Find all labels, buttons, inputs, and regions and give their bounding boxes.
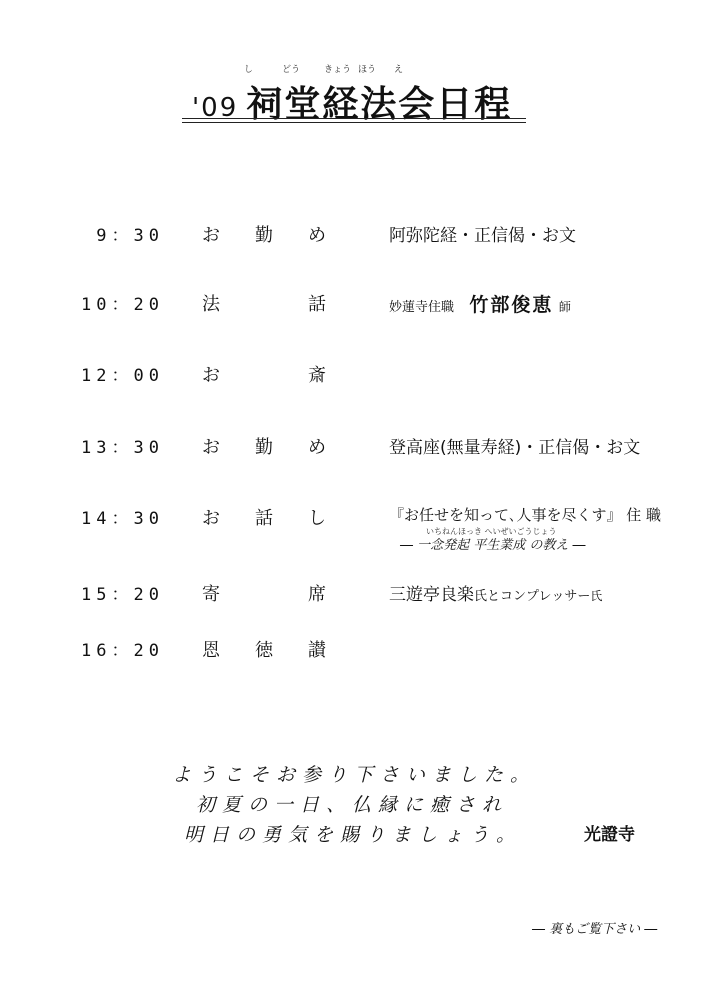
- event-char: 席: [308, 584, 326, 605]
- event-char: 斎: [308, 365, 326, 386]
- title-ruby: [182, 62, 526, 76]
- event-char: 勤: [255, 225, 273, 246]
- event-char: 話: [255, 508, 273, 529]
- event-char: 勤: [255, 437, 273, 458]
- schedule-detail: 阿弥陀経・正信偈・お文: [389, 226, 576, 246]
- schedule-row: [0, 221, 706, 261]
- title-ruby-hou: ほう: [358, 65, 377, 75]
- speaker-affiliation: 妙蓮寺住職: [389, 300, 455, 315]
- title-ruby-dou: どう: [282, 65, 301, 75]
- title-underline-1: [182, 118, 526, 119]
- title-main: 祠堂経法会日程: [246, 84, 513, 125]
- event-char: お: [202, 437, 220, 458]
- footer-note: ― 裏もご覧下さい ―: [532, 922, 658, 937]
- sub-ruby: いちねんほっき へいぜいごうじょう: [426, 527, 557, 536]
- message-line-3: 明日の勇気を賜りましょう。: [184, 824, 523, 846]
- schedule-time: 10：20: [81, 295, 164, 315]
- title-ruby-kyou: きょう: [324, 65, 352, 75]
- schedule-detail: [389, 290, 571, 317]
- event-char: め: [308, 437, 326, 458]
- page-title: [192, 76, 512, 127]
- schedule-row: [0, 433, 706, 473]
- schedule-row: [0, 580, 706, 620]
- event-char: 話: [308, 294, 326, 315]
- event-char: 讃: [308, 640, 326, 661]
- event-char: 法: [202, 294, 220, 315]
- speaker-name: 竹部俊恵: [469, 294, 554, 316]
- title-year: '09: [192, 93, 239, 123]
- performer-honorific: 氏: [590, 589, 603, 603]
- title-ruby-shi: し: [244, 65, 254, 75]
- title-underline-2: [182, 122, 526, 123]
- page-title-block: [182, 58, 526, 128]
- schedule-row: [0, 504, 706, 544]
- performer-name: 三遊亭良楽: [389, 585, 474, 605]
- event-char: 徳: [255, 640, 273, 661]
- event-char: お: [202, 225, 220, 246]
- schedule-detail: 『お任せを知って､人事を尽くす』 住 職: [389, 506, 662, 524]
- schedule-time: 16：20: [81, 641, 164, 661]
- schedule-row: [0, 636, 706, 676]
- schedule-row: [0, 361, 706, 401]
- event-char: し: [308, 508, 326, 529]
- temple-name: 光證寺: [584, 825, 635, 845]
- speaker-honorific: 師: [558, 300, 571, 314]
- schedule-time: 15：20: [81, 585, 164, 605]
- performer-partner: 氏とコンプレッサー: [474, 589, 591, 604]
- schedule-time: 13：30: [81, 438, 164, 458]
- schedule-time: 9：30: [96, 226, 164, 246]
- schedule-time: 14：30: [81, 509, 164, 529]
- message-line-1: ようこそお参り下さいました。: [172, 764, 537, 786]
- event-char: め: [308, 225, 326, 246]
- event-char: お: [202, 365, 220, 386]
- event-char: お: [202, 508, 220, 529]
- message-line-2: 初夏の一日、仏縁に癒され: [196, 794, 509, 816]
- schedule-row: [0, 290, 706, 330]
- title-ruby-e: え: [394, 65, 404, 75]
- schedule-detail: 登高座(無量寿経)・正信偈・お文: [389, 438, 641, 458]
- schedule-detail: [389, 580, 602, 605]
- event-char: 恩: [202, 640, 220, 661]
- event-char: 寄: [202, 584, 220, 605]
- schedule-subtitle: ― 一念発起 平生業成 の教え ―: [400, 538, 586, 553]
- schedule-time: 12：00: [81, 366, 164, 386]
